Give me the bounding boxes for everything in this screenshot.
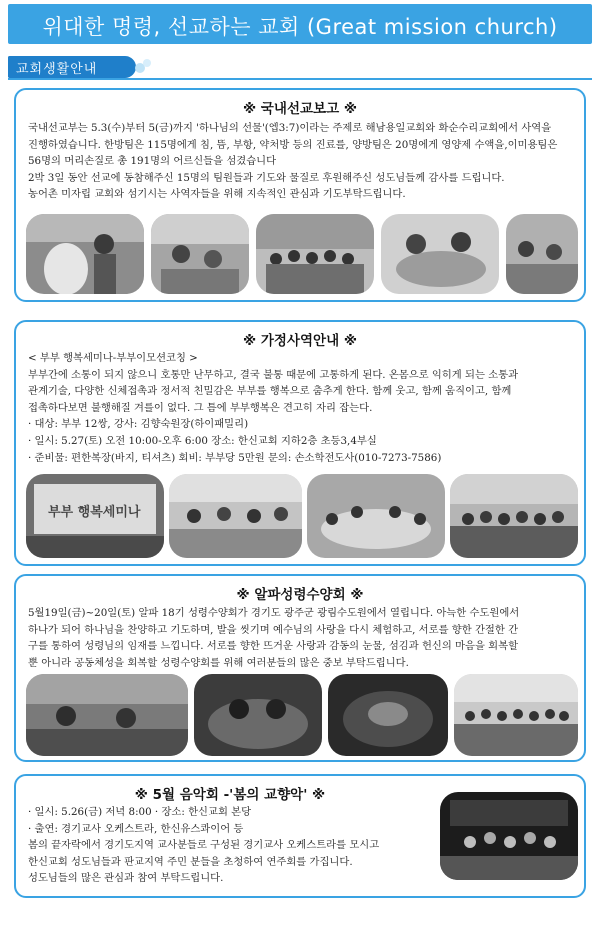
text-line: · 일시: 5.27(토) 오전 10:00-오후 6:00 장소: 한신교회 지하2층 초등3,4부실: [28, 434, 377, 447]
section-rule: [8, 78, 592, 80]
mission-photo-group: [256, 214, 374, 294]
text-line: 2박 3일 동안 선교에 동참해주신 15명의 팀원들과 기도와 물질로 후원해주신 성도님들께 감사를 드립니다.: [28, 171, 505, 184]
section-tag-label: 교회생활안내: [16, 62, 98, 77]
concert-box: [14, 774, 586, 898]
retreat-photo-hands: [328, 674, 448, 756]
seminar-photo-circle: [307, 474, 445, 558]
text-line: 관계기술, 다양한 신체접촉과 정서적 친밀감은 부부를 행복으로 춤추게 한다. 함께 웃고, 함께 움직이고, 함께: [28, 385, 512, 398]
section-tag: [8, 56, 136, 78]
header-banner: [8, 4, 592, 44]
text-line: 농어촌 미자립 교회와 섬기시는 사역자들을 위해 지속적인 관심과 기도부탁드립니다.: [28, 188, 406, 201]
family-ministry-text: [28, 350, 572, 466]
concert-title: ※ 5월 음악회 -'봄의 교향악' ※: [134, 787, 326, 803]
text-line: · 대상: 부부 12쌍, 강사: 김향숙원장(하이패밀리): [28, 418, 249, 431]
text-line: 뿐 아니라 공동체성을 회복할 성령수양회를 위해 여러분들의 많은 중보 부탁드립니다.: [28, 656, 409, 669]
retreat-photo-footwashing: [26, 674, 188, 756]
poster-text: 부부 행복세미나: [48, 505, 141, 520]
seminar-photo-group: [450, 474, 578, 558]
text-line: 국내선교부는 5.3(수)부터 5(금)까지 '하나님의 선물'(엡3:7)이라는 주제로 해남용일교회와 화순수리교회에서 사역을: [28, 122, 552, 134]
banner-title: 위대한 명령, 선교하는 교회 (Great mission church): [42, 15, 558, 39]
text-line: < 부부 행복세미나-부부이모션코칭 >: [28, 352, 198, 364]
seminar-banner-photo: [26, 474, 164, 558]
text-line: 진행하였습니다. 한방팀은 115명에게 침, 뜸, 부항, 약처방 등의 진료를, 양방팀은 20명에게 영양제 수액을,이미용팀은: [28, 138, 558, 151]
family-ministry-box: [14, 320, 586, 566]
text-line: 56명의 머리손질로 총 191명의 어르신들을 섬겼습니다: [28, 155, 277, 168]
retreat-photo-group: [454, 674, 578, 756]
text-line: 구를 통하여 성령님의 임재를 느낍니다. 서로를 향한 뜨거운 사랑과 감동의 눈물, 섬김과 헌신의 마음을 회복할: [28, 640, 519, 653]
text-line: 접촉하다보면 불행해질 겨를이 없다. 그 틈에 부부행복은 견고히 자리 잡는다.: [28, 401, 373, 414]
domestic-mission-report-box: [14, 88, 586, 302]
text-line: 5월19일(금)~20일(토) 알파 18기 성령수양회가 경기도 광주군 광림수도원에서 열립니다. 아늑한 수도원에서: [28, 607, 520, 619]
text-line: 성도님들의 많은 관심과 참여 부탁드립니다.: [28, 872, 224, 885]
bubble-dots-icon: [134, 56, 154, 76]
text-line: 봄의 끝자락에서 경기도지역 교사분들로 구성된 경기교사 오케스트라를 모시고: [28, 839, 380, 852]
concert-text: [28, 804, 434, 887]
text-line: · 일시: 5.26(금) 저녁 8:00 · 장소: 한신교회 본당: [28, 806, 252, 818]
family-ministry-title: ※ 가정사역안내 ※: [243, 333, 357, 349]
retreat-photo-prayer: [194, 674, 322, 756]
mission-photo-haircut: [26, 214, 144, 294]
seminar-photo-couples: [169, 474, 302, 558]
text-line: · 출연: 경기교사 오케스트라, 한신유스콰이어 등: [28, 822, 244, 835]
alpha-retreat-box: [14, 574, 586, 762]
orchestra-photo: [440, 792, 578, 880]
mission-photo-acupuncture: [381, 214, 499, 294]
mission-photo-treatment: [151, 214, 249, 294]
alpha-retreat-text: [28, 605, 572, 671]
text-line: 하나가 되어 하나님을 찬양하고 기도하며, 발을 씻기며 예수님의 사랑을 다시 체험하고, 서로를 향한 간절한 간: [28, 623, 519, 636]
mission-photo-meeting: [506, 214, 578, 294]
text-line: 한신교회 성도님들과 판교지역 주민 분들을 초청하여 연주회를 가집니다.: [28, 855, 353, 868]
domestic-mission-text: [28, 120, 572, 203]
text-line: · 준비물: 편한복장(바지, 티셔츠) 회비: 부부당 5만원 문의: 손소학전도사(010-7273-7586): [28, 451, 442, 464]
domestic-mission-title: ※ 국내선교보고 ※: [243, 101, 357, 117]
text-line: 부부간에 소통이 되지 않으니 호통만 난무하고, 결국 불통 때문에 고통하게 된다. 온몸으로 익히게 되는 소통과: [28, 368, 519, 381]
alpha-retreat-title: ※ 알파성령수양회 ※: [236, 587, 364, 603]
